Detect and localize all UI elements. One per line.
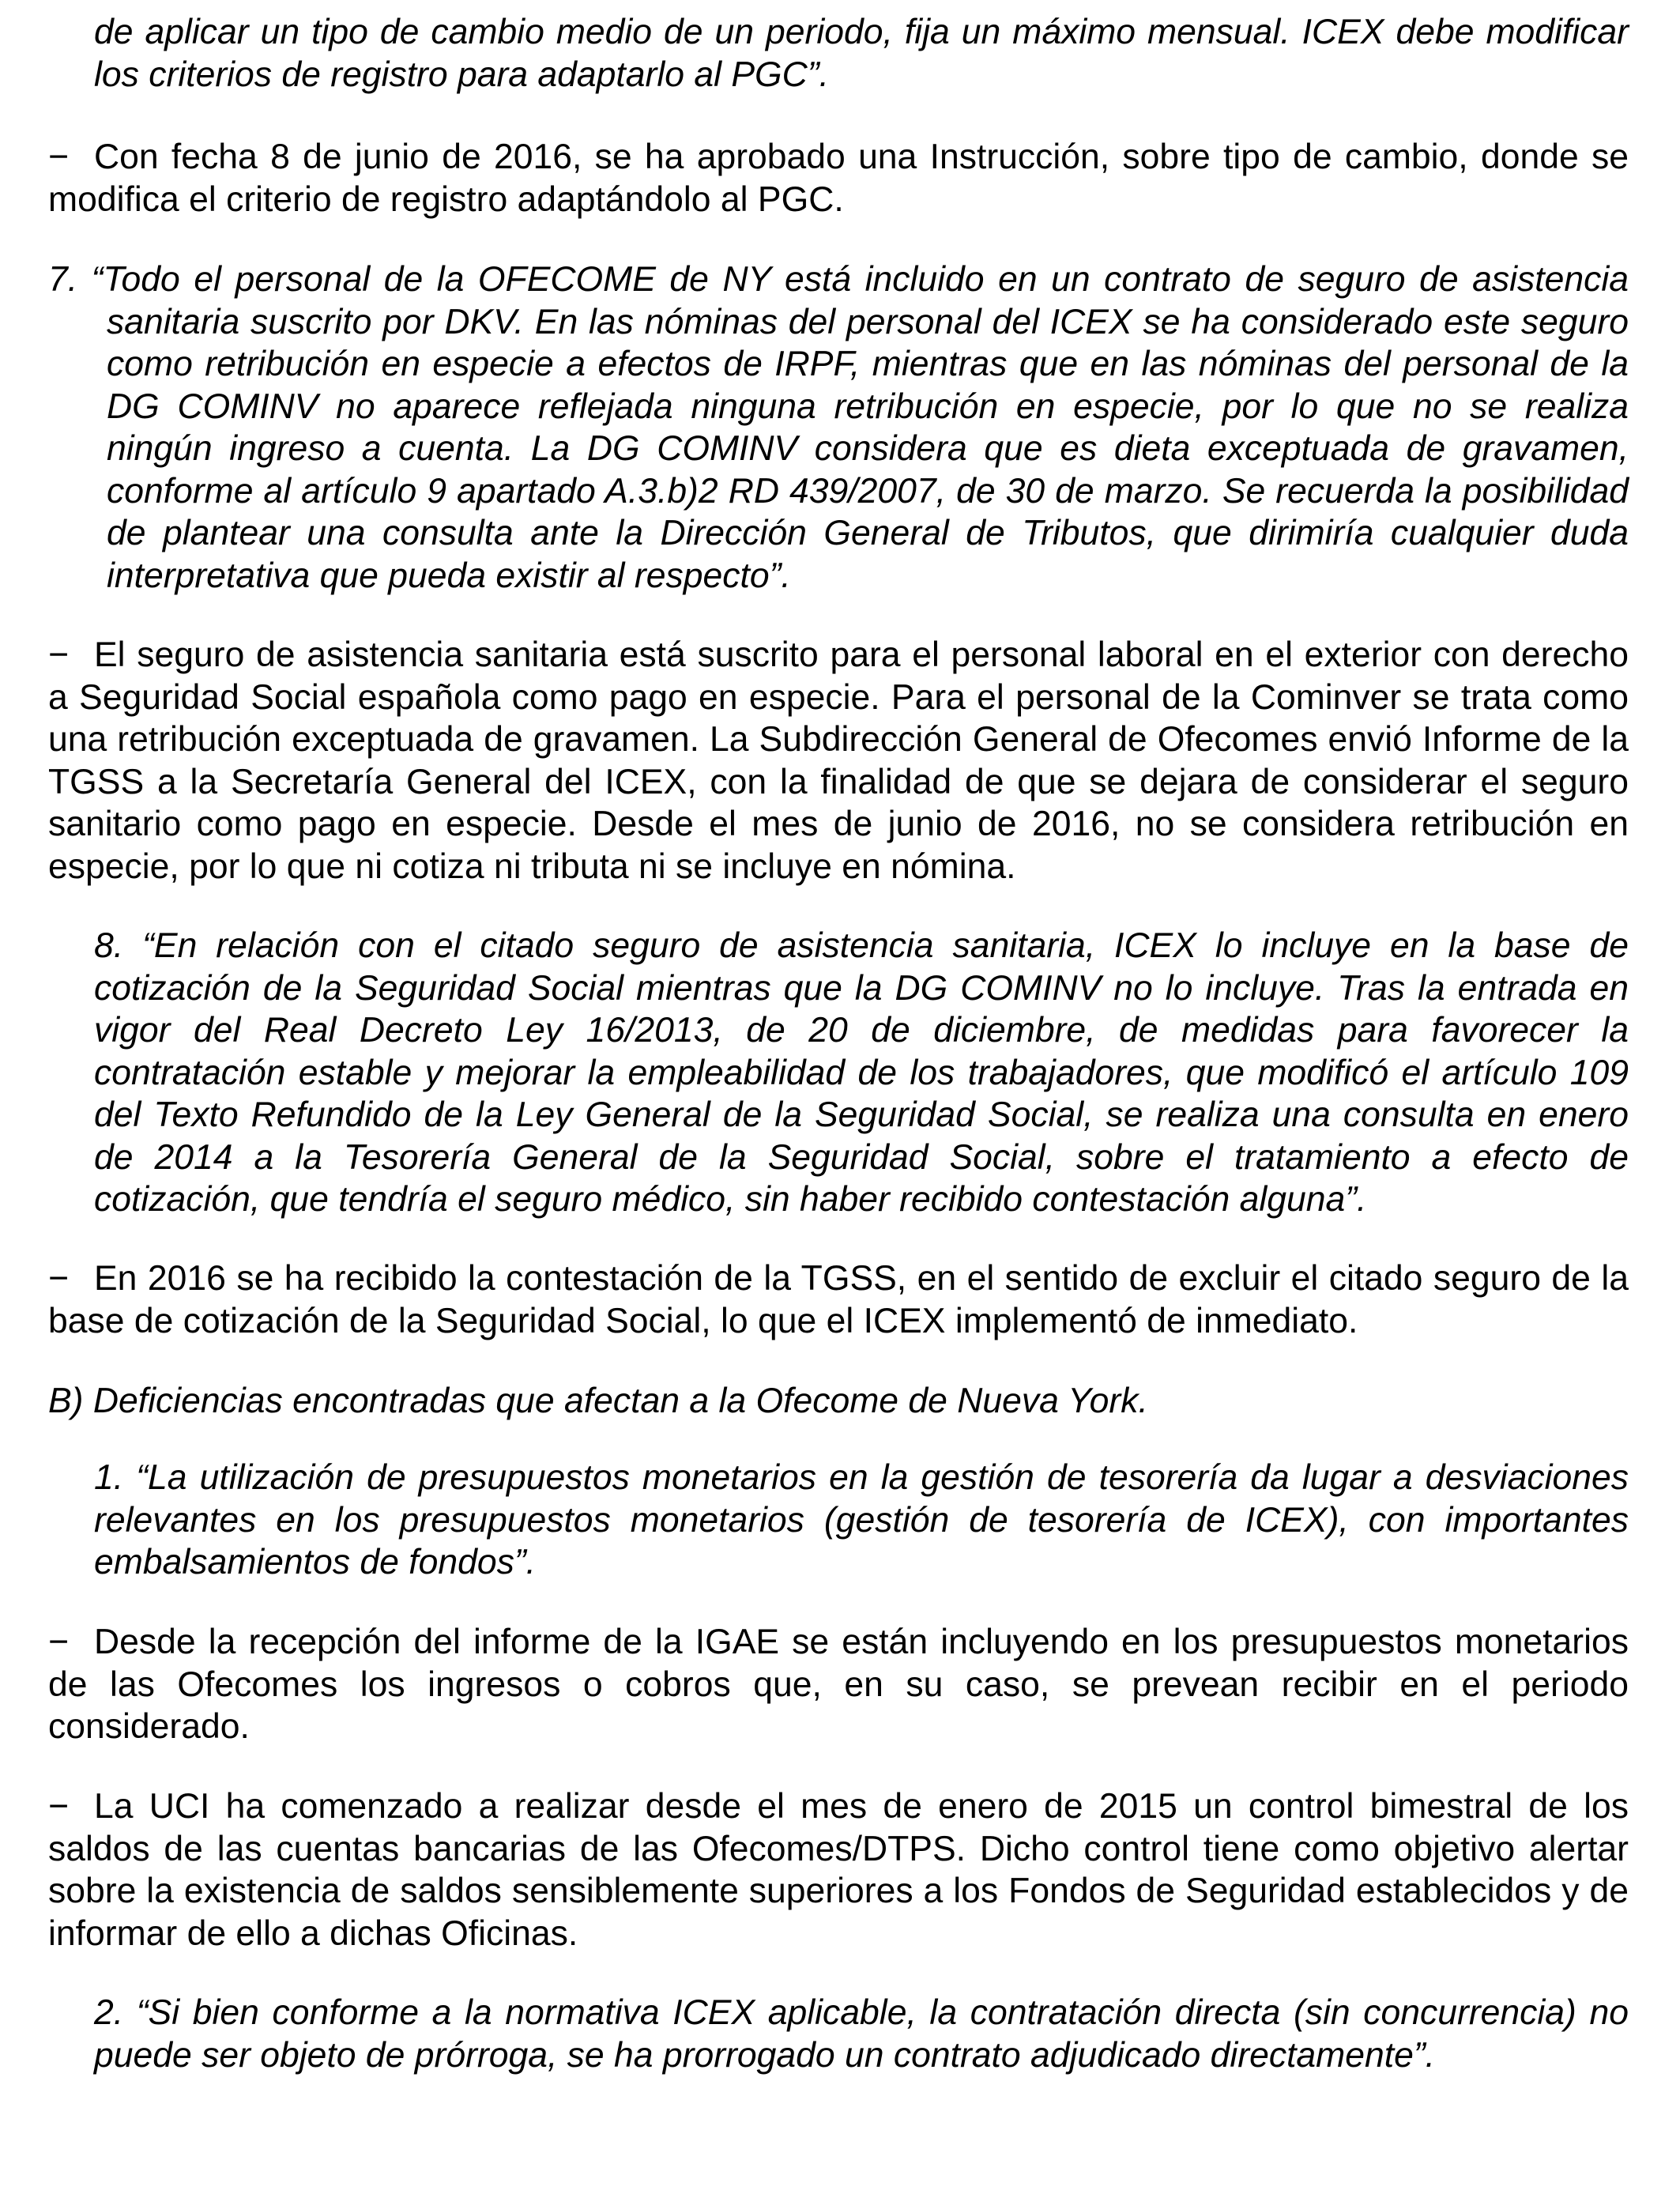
- numbered-observation-2: 2. “Si bien conforme a la normativa ICEX aplicable, la contratación directa (sin concurrencia) no puede ser objeto de prórroga, se ha prorrogado un contrato adjudicado directamente”.: [94, 1993, 1629, 2075]
- paragraph-text: La UCI ha comenzado a realizar desde el mes de enero de 2015 un control bimestral de los saldos de las cuentas bancarias de las Ofecomes/DTPS. Dicho control tiene como objetivo alertar sobre la existencia de saldos sensiblemente superiores a los Fondos de Seguridad establecidos y de informar de ello a dichas Oficinas.: [48, 1787, 1629, 1953]
- response-paragraph: [48, 1621, 1629, 1748]
- response-paragraph: [48, 1785, 1629, 1955]
- numbered-observation-8: 8. “En relación con el citado seguro de asistencia sanitaria, ICEX lo incluye en la base de cotización de la Seguridad Social mientras que la DG COMINV no lo incluye. Tras la entrada en vigor del Real Decreto Ley 16/2013, de 20 de diciembre, de medidas para favorecer la contratación estable y mejorar la empleabilidad de los trabajadores, que modificó el artículo 109 del Texto Refundido de la Ley General de la Seguridad Social, se realiza una consulta en enero de 2014 a la Tesorería General de la Seguridad Social, sobre el tratamiento a efecto de cotización, que tendría el seguro médico, sin haber recibido contestación alguna”.: [94, 926, 1629, 1219]
- dash-bullet: −: [48, 1259, 69, 1298]
- response-paragraph: [48, 136, 1629, 221]
- dash-bullet: −: [48, 1787, 69, 1826]
- response-paragraph: [48, 634, 1629, 888]
- numbered-observation-7: 7. “Todo el personal de la OFECOME de NY está incluido en un contrato de seguro de asistencia sanitaria suscrito por DKV. En las nóminas del personal del ICEX se ha considerado este seguro como retribución en especie a efectos de IRPF, mientras que en las nóminas del personal de la DG COMINV no aparece reflejada ninguna retribución en especie, por lo que no se realiza ningún ingreso a cuenta. La DG COMINV considera que es dieta exceptuada de gravamen, conforme al artículo 9 apartado A.3.b)2 RD 439/2007, de 30 de marzo. Se recuerda la posibilidad de plantear una consulta ante la Dirección General de Tributos, que dirimiría cualquier duda interpretativa que pueda existir al respecto”.: [48, 260, 1629, 595]
- response-paragraph: [48, 1257, 1629, 1342]
- paragraph-text: El seguro de asistencia sanitaria está suscrito para el personal laboral en el exterior con derecho a Seguridad Social española como pago en especie. Para el personal de la Cominver se trata como una retribución exceptuada de gravamen. La Subdirección General de Ofecomes envió Informe de la TGSS a la Secretaría General del ICEX, con la finalidad de que se dejara de considerar el seguro sanitario como pago en especie. Desde el mes de junio de 2016, no se considera retribución en especie, por lo que ni cotiza ni tributa ni se incluye en nómina.: [48, 635, 1629, 886]
- dash-bullet: −: [48, 138, 69, 176]
- paragraph-text: Desde la recepción del informe de la IGAE se están incluyendo en los presupuestos monetarios de las Ofecomes los ingresos o cobros que, en su caso, se prevean recibir en el periodo considerado.: [48, 1623, 1629, 1746]
- paragraph-text: En 2016 se ha recibido la contestación de la TGSS, en el sentido de excluir el citado seguro de la base de cotización de la Seguridad Social, lo que el ICEX implementó de inmediato.: [48, 1259, 1629, 1340]
- dash-bullet: −: [48, 635, 69, 674]
- numbered-observation-1: 1. “La utilización de presupuestos monetarios en la gestión de tesorería da lugar a desviaciones relevantes en los presupuestos monetarios (gestión de tesorería de ICEX), con importantes embalsamientos de fondos”.: [94, 1458, 1629, 1581]
- dash-bullet: −: [48, 1623, 69, 1661]
- quote-continuation: de aplicar un tipo de cambio medio de un periodo, fija un máximo mensual. ICEX debe modificar los criterios de registro para adaptarlo al PGC”.: [94, 13, 1629, 94]
- paragraph-text: Con fecha 8 de junio de 2016, se ha aprobado una Instrucción, sobre tipo de cambio, donde se modifica el criterio de registro adaptándolo al PGC.: [48, 138, 1629, 219]
- section-heading-b: B) Deficiencias encontradas que afectan a la Ofecome de Nueva York.: [48, 1382, 1148, 1420]
